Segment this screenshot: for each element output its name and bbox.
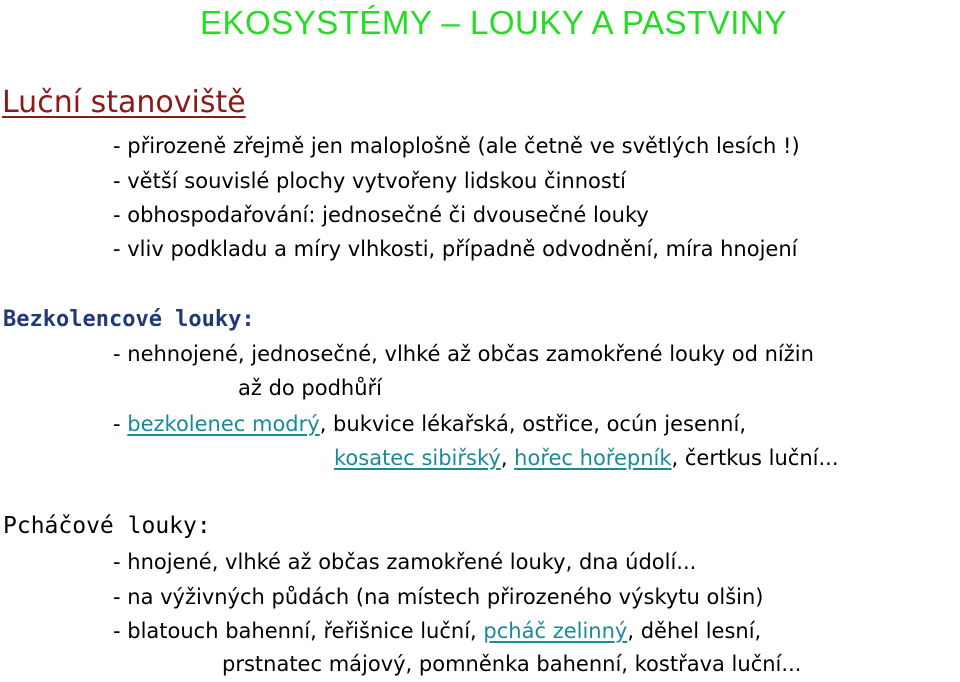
list-item: - hnojené, vlhké až občas zamokřené louky, dna údolí...: [113, 550, 697, 574]
list-text: , děhel lesní,: [627, 619, 762, 643]
list-text: , čertkus luční...: [671, 446, 839, 470]
link-bezkolenec-modry[interactable]: bezkolenec modrý: [127, 412, 320, 436]
list-item: - nehnojené, jednosečné, vlhké až občas zamokřené louky od nížin: [113, 342, 814, 366]
section-heading-lucni-stanoviste: Luční stanoviště: [2, 85, 246, 120]
section-heading-pchacove-louky: Pcháčové louky:: [3, 513, 211, 539]
list-item: - větší souvislé plochy vytvořeny lidskou činností: [113, 169, 626, 193]
separator: ,: [500, 446, 515, 470]
page-title: EKOSYSTÉMY – LOUKY A PASTVINY: [200, 4, 787, 41]
list-item-continuation: [334, 446, 839, 470]
link-pchac-zelinny[interactable]: pcháč zelinný: [483, 619, 628, 643]
list-item: - přirozeně zřejmě jen maloplošně (ale četně ve světlých lesích !): [113, 134, 800, 158]
list-item-continuation: prstnatec májový, pomněnka bahenní, kostřava luční...: [222, 652, 802, 676]
section-heading-bezkolencove-louky: Bezkolencové louky:: [3, 307, 255, 332]
list-text: - blatouch bahenní, řeřišnice luční,: [113, 619, 484, 643]
list-item: - obhospodařování: jednosečné či dvousečné louky: [113, 203, 649, 227]
list-item: [113, 619, 761, 643]
list-item-continuation: až do podhůří: [238, 376, 383, 400]
link-horec-horepnik[interactable]: hořec hořepník: [514, 446, 672, 470]
dash: -: [113, 412, 128, 436]
list-item: [113, 412, 746, 436]
list-item: - na výživných půdách (na místech přirozeného výskytu olšin): [113, 585, 764, 609]
list-item: - vliv podkladu a míry vlhkosti, případně odvodnění, míra hnojení: [113, 237, 798, 261]
list-text: , bukvice lékařská, ostřice, ocún jesenní,: [319, 412, 746, 436]
link-kosatec-sibirsky[interactable]: kosatec sibiřský: [334, 446, 501, 470]
